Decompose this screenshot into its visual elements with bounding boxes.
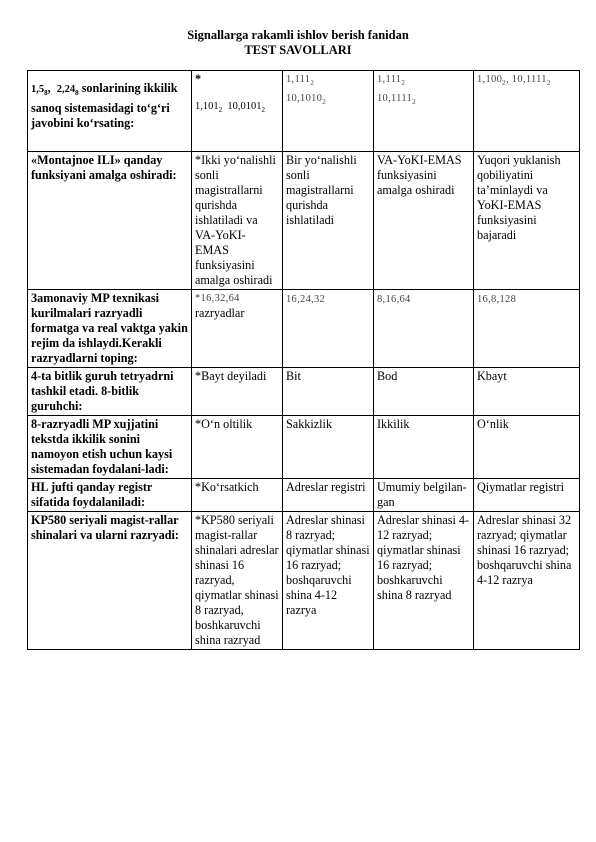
test-questions-table xyxy=(27,70,580,650)
answer-c-cell: VA-YoKI-EMAS funksiyasini amalga oshiradi xyxy=(374,152,474,290)
question-cell: $1,5_8$, $2,24_8$ sonlarining ikkilik sanoq sistemasidagi to‘g‘ri javobini ko‘rsating: xyxy=(28,71,192,152)
table-row xyxy=(28,290,580,368)
answer-c-cell: Umumiy belgilan-gan xyxy=(374,479,474,512)
question-cell: KP580 seriyali magist-rallar shinalari va ularni razryadi: xyxy=(28,512,192,650)
answer-b-cell xyxy=(283,71,374,152)
document-title xyxy=(0,28,596,58)
answer-d-value: $1,100_2$, $10,1111_2$ xyxy=(477,74,551,88)
answer-c-cell xyxy=(374,71,474,152)
answer-c-value-2: $10,1111_2$ xyxy=(377,93,416,107)
question-cell: 4-ta bitlik guruh tetryadrni tashkil etadi. 8-bitlik guruhchi: xyxy=(28,368,192,416)
answer-b-value-2: $10,1010_2$ xyxy=(286,93,327,107)
answer-d-cell: O‘nlik xyxy=(474,416,580,479)
answer-a-cell xyxy=(192,290,283,368)
answer-b-cell: 16,24,32 xyxy=(283,290,374,368)
answer-a-cell: *Bayt deyiladi xyxy=(192,368,283,416)
title-line-1: Signallarga rakamli ishlov berish fanidan xyxy=(187,28,409,42)
answer-a-cell xyxy=(192,71,283,152)
answer-d-cell: Kbayt xyxy=(474,368,580,416)
answer-d-cell: Qiymatlar registri xyxy=(474,479,580,512)
answer-b-cell: Adreslar registri xyxy=(283,479,374,512)
title-line-2: TEST SAVOLLARI xyxy=(244,43,352,57)
answer-a-cell: *KP580 seriyali magist-rallar shinalari adreslar shinasi 16 razryad, qiymatlar shinasi 8 razryad, boshkaruvchi shina razryad xyxy=(192,512,283,650)
table-row xyxy=(28,368,580,416)
answer-a-value: $1,101_2$ $10,0101_2$ xyxy=(195,101,265,115)
question-cell: «Montajnoe ILI» qanday funksiyani amalga oshiradi: xyxy=(28,152,192,290)
answer-a-cell: *O‘n oltilik xyxy=(192,416,283,479)
answer-b-value-1: $1,111_2$ xyxy=(286,74,315,88)
question-cell: 8-razryadli MP xujjatini tekstda ikkilik sonini namoyon etish uchun kaysi sistemadan foydalani-ladi: xyxy=(28,416,192,479)
answer-d-cell: Adreslar shinasi 32 razryad; qiymatlar shinasi 16 razryad; boshqaruvchi shina 4-12 razrya xyxy=(474,512,580,650)
number-1-5: $1,5_8$ xyxy=(31,84,48,98)
answer-b-cell: Bit xyxy=(283,368,374,416)
answer-b-cell: Bir yo‘nalishli sonli magistrallarni qurishda ishlatiladi xyxy=(283,152,374,290)
answer-a-value: *16,32,64 xyxy=(195,293,240,304)
table-row xyxy=(28,512,580,650)
answer-a-text: razryadlar xyxy=(195,306,245,320)
answer-a-cell: *Ikki yo‘nalishli sonli magistrallarni qurishda ishlatiladi va VA-YoKI-EMAS funksiyasini amalga oshiradi xyxy=(192,152,283,290)
number-2-24: $2,24_8$ xyxy=(56,84,79,98)
answer-d-cell: Yuqori yuklanish qobiliyatini ta’minlaydi va YoKI-EMAS funksiyasini bajaradi xyxy=(474,152,580,290)
question-cell: HL jufti qanday registr sifatida foydalaniladi: xyxy=(28,479,192,512)
correct-mark: * xyxy=(195,72,202,86)
table-row xyxy=(28,479,580,512)
answer-a-cell: *Ko‘rsatkich xyxy=(192,479,283,512)
table-row xyxy=(28,71,580,152)
question-text: sonlarining ikkilik sanoq sistemasidagi to‘g‘ri javobini ko‘rsating: xyxy=(31,81,178,131)
answer-b-cell: Sakkizlik xyxy=(283,416,374,479)
answer-c-cell: Ikkilik xyxy=(374,416,474,479)
question-cell: 3amonaviy MP texnikasi kurilmalari razryadli formatga va real vaktga yakin rejim da ishlaydi.Kerakli razryadlarni toping: xyxy=(28,290,192,368)
answer-c-cell: Adreslar shinasi 4-12 razryad; qiymatlar shinasi 16 razryad; boshkaruvchi shina 8 razryad xyxy=(374,512,474,650)
answer-b-cell: Adreslar shinasi 8 razryad; qiymatlar shinasi 16 razryad; boshqaruvchi shina 4-12 razrya xyxy=(283,512,374,650)
answer-c-cell: 8,16,64 xyxy=(374,290,474,368)
table-row xyxy=(28,416,580,479)
answer-d-cell xyxy=(474,71,580,152)
answer-c-value-1: $1,111_2$ xyxy=(377,74,406,88)
answer-d-cell: 16,8,128 xyxy=(474,290,580,368)
table-row xyxy=(28,152,580,290)
answer-c-cell: Bod xyxy=(374,368,474,416)
